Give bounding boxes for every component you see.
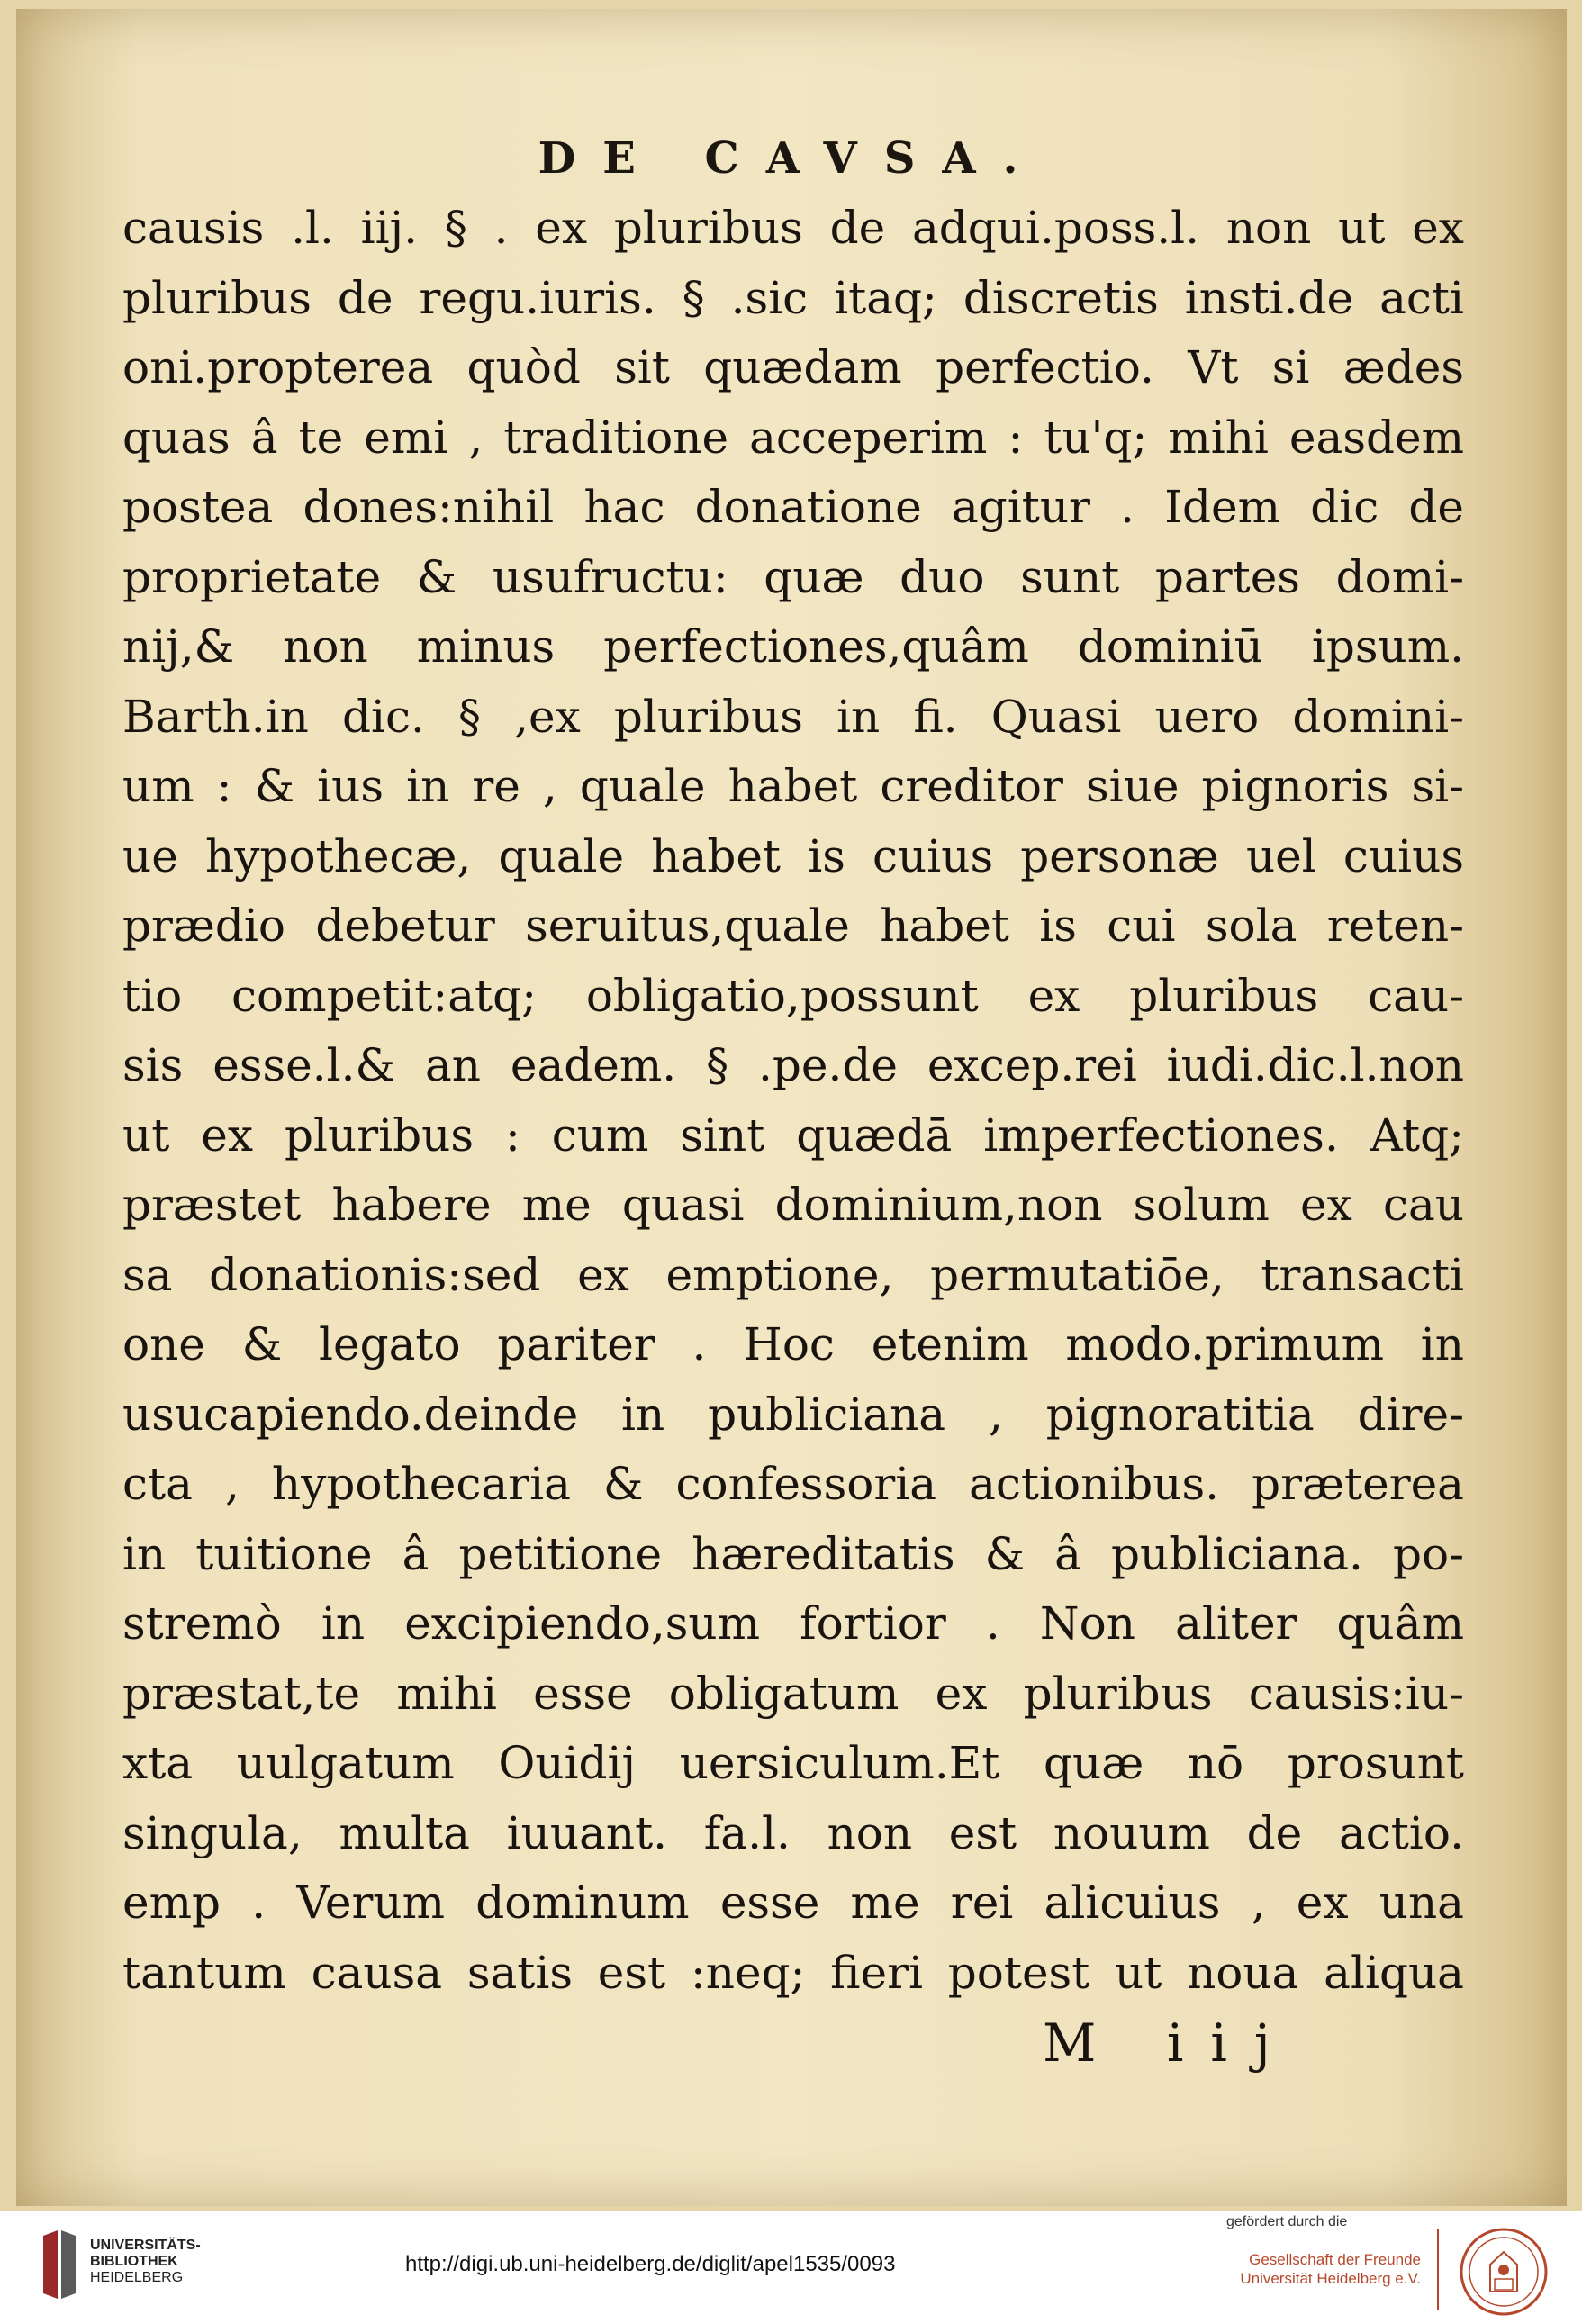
text-line: pluribus de regu.iuris. § .sic itaq; discretis insti.de acti bbox=[122, 271, 1464, 324]
library-logo-icon bbox=[40, 2227, 79, 2302]
text-line: emp . Verum dominum esse me rei alicuius , ex una bbox=[122, 1876, 1464, 1929]
university-seal-icon bbox=[1459, 2227, 1549, 2317]
text-line: præstet habere me quasi dominium,non solum ex cau bbox=[122, 1179, 1464, 1231]
library-name-line: UNIVERSITÄTS- bbox=[90, 2238, 201, 2253]
footer-divider bbox=[1437, 2229, 1439, 2310]
running-head: DE CAVSA. bbox=[538, 133, 1045, 184]
text-line: Barth.in dic. § ,ex pluribus in fi. Quasi uero domini- bbox=[122, 690, 1464, 743]
text-line: nij,& non minus perfectiones,quâm dominiū ipsum. bbox=[122, 620, 1464, 673]
library-name-line: HEIDELBERG bbox=[90, 2270, 184, 2285]
text-line: proprietate & usufructu: quæ duo sunt partes domi- bbox=[122, 550, 1464, 603]
text-line: tio competit:atq; obligatio,possunt ex pluribus cau- bbox=[122, 969, 1464, 1022]
text-line: in tuitione â petitione hæreditatis & â publiciana. po- bbox=[122, 1527, 1464, 1580]
sponsor-line: Gesellschaft der Freunde bbox=[1249, 2251, 1421, 2268]
text-line: præstat,te mihi esse obligatum ex pluribus causis:iu- bbox=[122, 1667, 1464, 1720]
signature-mark: M iij bbox=[1043, 2012, 1297, 2074]
text-line: xta uulgatum Ouidij uersiculum.Et quæ nō prosunt bbox=[122, 1737, 1464, 1789]
sponsor-label: gefördert durch die bbox=[1226, 2214, 1348, 2229]
text-line: um : & ius in re , quale habet creditor siue pignoris si- bbox=[122, 760, 1464, 812]
sponsor-name bbox=[1187, 2250, 1421, 2288]
text-line: oni.propterea quòd sit quædam perfectio. Vt si ædes bbox=[122, 341, 1464, 393]
text-line: ut ex pluribus : cum sint quædā imperfectiones. Atq; bbox=[122, 1108, 1464, 1162]
permalink-url[interactable]: http://digi.ub.uni-heidelberg.de/diglit/apel1535/0093 bbox=[405, 2252, 896, 2276]
text-line: stremò in excipiendo,sum fortior . Non aliter quâm bbox=[122, 1597, 1464, 1650]
text-line: prædio debetur seruitus,quale habet is cui sola reten- bbox=[122, 900, 1464, 952]
text-line: postea dones:nihil hac donatione agitur . Idem dic de bbox=[122, 481, 1464, 533]
text-line: ue hypothecæ, quale habet is cuius personæ uel cuius bbox=[122, 829, 1464, 882]
text-line: singula, multa iuuant. fa.l. non est nouum de actio. bbox=[122, 1806, 1464, 1859]
footer-bar bbox=[0, 2211, 1582, 2324]
body-text bbox=[122, 194, 1464, 2008]
sponsor-line: Universität Heidelberg e.V. bbox=[1240, 2270, 1421, 2287]
text-line: quas â te emi , traditione acceperim : tu'q; mihi easdem bbox=[122, 411, 1464, 464]
text-line: tantum causa satis est :neq; fieri potest ut noua aliqua bbox=[122, 1946, 1464, 1999]
library-name bbox=[90, 2238, 201, 2286]
text-line: causis .l. iij. § . ex pluribus de adqui.poss.l. non ut ex bbox=[122, 202, 1464, 254]
text-line: one & legato pariter . Hoc etenim modo.primum in bbox=[122, 1318, 1464, 1370]
text-line: sis esse.l.& an eadem. § .pe.de excep.rei iudi.dic.l.non bbox=[122, 1039, 1464, 1091]
book-page bbox=[16, 9, 1567, 2206]
text-line: cta , hypothecaria & confessoria actionibus. præterea bbox=[122, 1458, 1464, 1510]
text-line: usucapiendo.deinde in publiciana , pignoratitia dire- bbox=[122, 1388, 1464, 1441]
text-line: sa donationis:sed ex emptione, permutatiōe, transacti bbox=[122, 1248, 1464, 1301]
library-name-line: BIBLIOTHEK bbox=[90, 2254, 178, 2269]
